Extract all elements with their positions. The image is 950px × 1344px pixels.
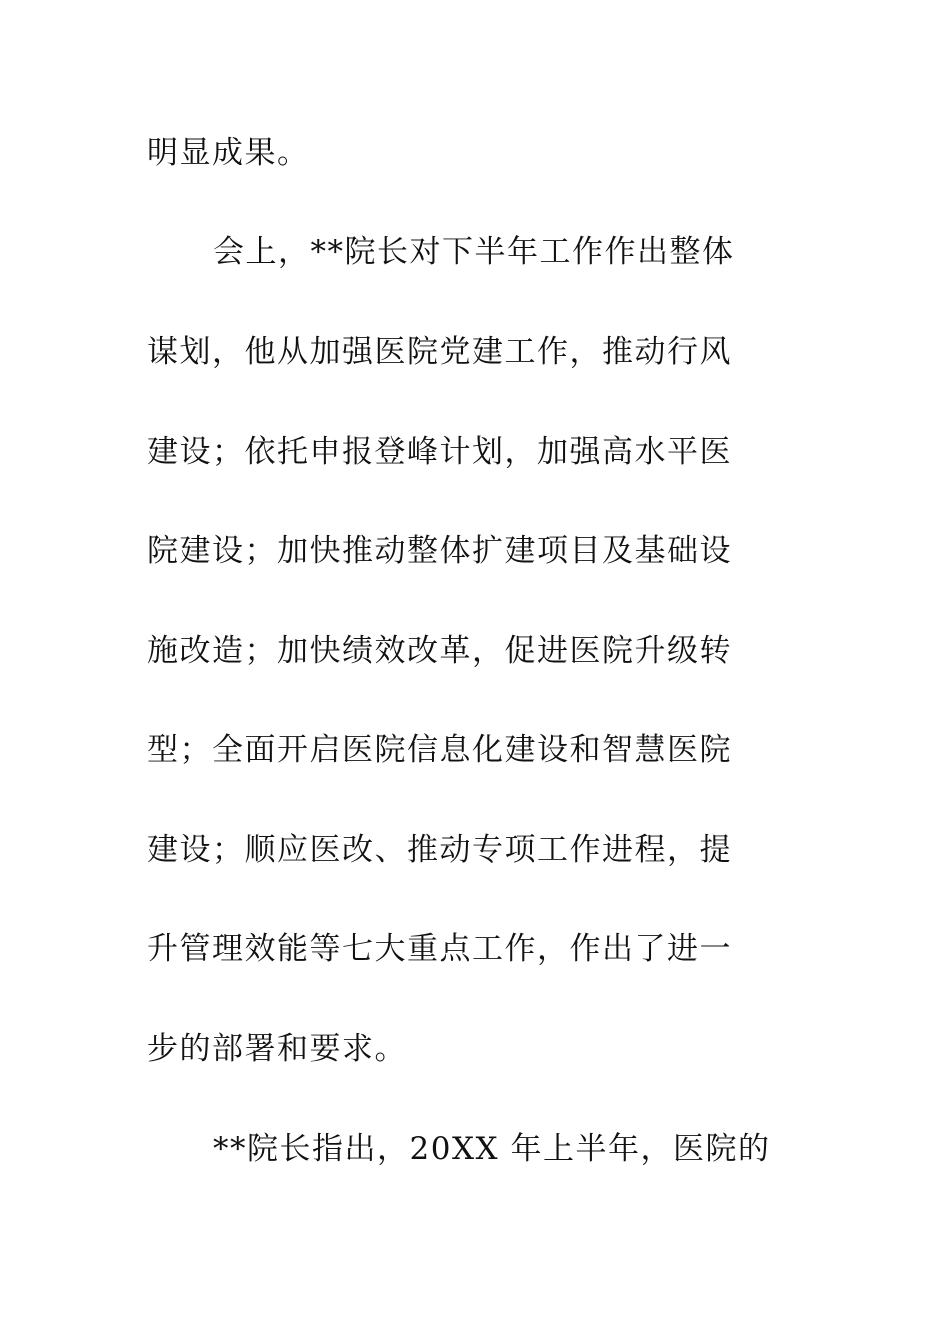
paragraph-line: 升管理效能等七大重点工作，作出了进一	[147, 931, 732, 967]
paragraph-line: 施改造；加快绩效改革，促进医院升级转	[147, 633, 732, 669]
paragraph-line: 型；全面开启医院信息化建设和智慧医院	[147, 732, 732, 768]
paragraph-line: 建设；依托申报登峰计划，加强高水平医	[147, 434, 732, 470]
paragraph-line: 院建设；加快推动整体扩建项目及基础设	[147, 533, 732, 569]
paragraph-line: **院长指出，20XX 年上半年，医院的	[213, 1131, 771, 1167]
paragraph-line: 明显成果。	[147, 135, 310, 171]
paragraph-line: 会上，**院长对下半年工作作出整体	[213, 234, 735, 270]
paragraph-line: 建设；顺应医改、推动专项工作进程，提	[147, 832, 732, 868]
paragraph-line: 步的部署和要求。	[147, 1031, 407, 1067]
paragraph-line: 谋划，他从加强医院党建工作，推动行风	[147, 334, 732, 370]
